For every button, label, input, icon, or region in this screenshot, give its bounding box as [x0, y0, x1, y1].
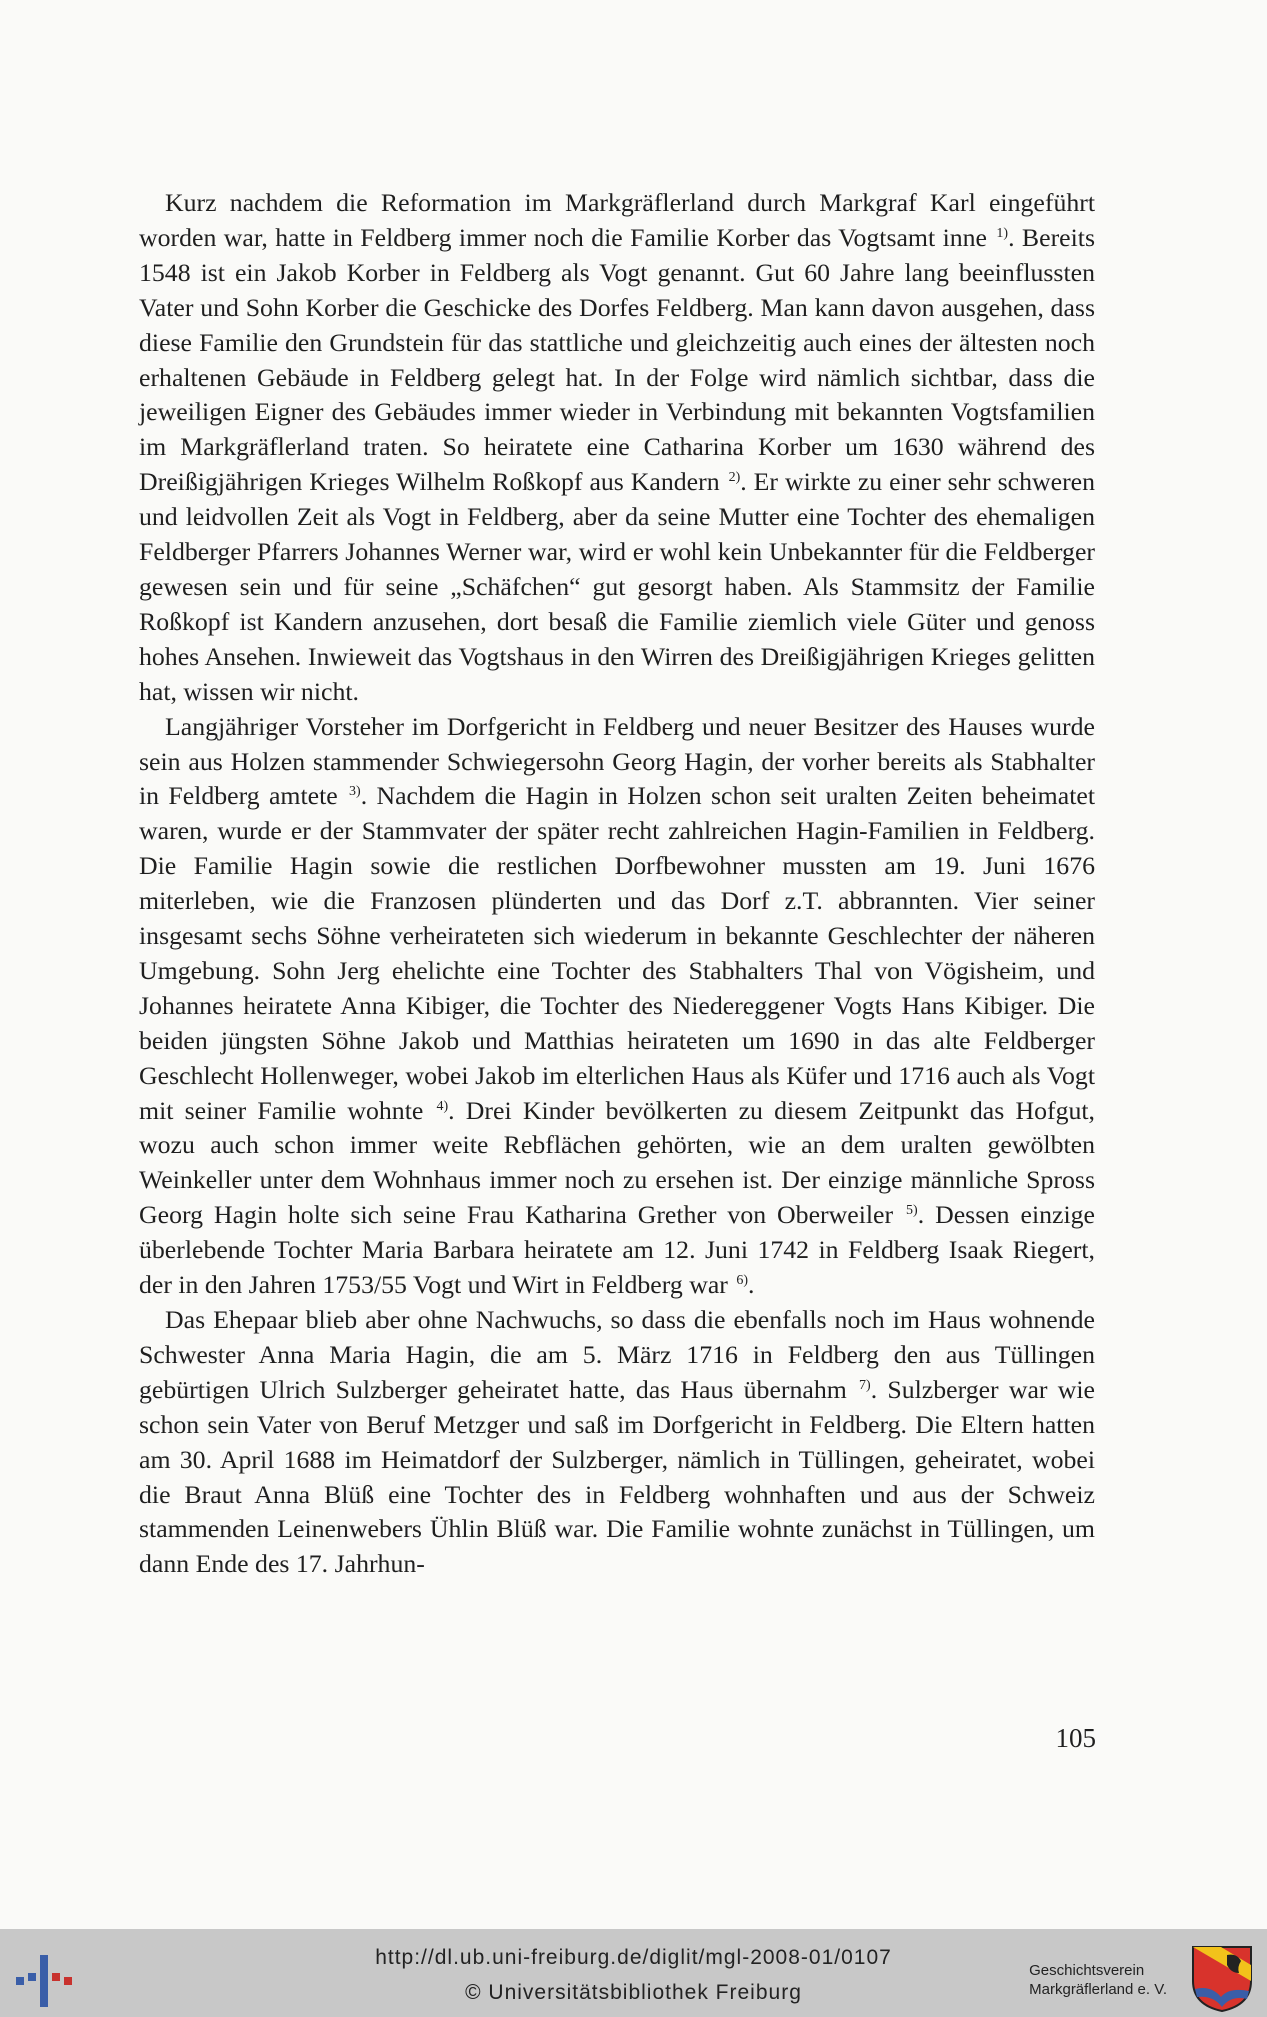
society-name [1029, 1961, 1167, 1999]
text-run: . Sulzberger war wie schon sein Vater von Beruf Metzger und saß im Dorfgericht in Feldberg. Die Eltern hatten am 30. April 1688 im Heimatdorf der Sulzberger, nämlich in Tüllingen, geheiratet, wobei die Braut Anna Blüß eine Tochter des in Feldberg wohnhaften und aus der Schweiz stammenden Leinenwebers Ühlin Blüß war. Die Familie wohnte zunächst in Tüllingen, um dann Ende des 17. Jahrhun- [139, 1374, 1095, 1579]
footnote-marker: 5) [906, 1203, 918, 1219]
text-run: . Drei Kinder bevölkerten zu diesem Zeitpunkt das Hofgut, wozu auch schon immer weite Rebflächen gehörten, wie an dem uralten gewölbten Weinkeller unter dem Wohnhaus immer noch zu ersehen ist. Der einzige männliche Spross Georg Hagin holte sich seine Frau Katharina Grether von Oberweiler [139, 1095, 1095, 1230]
text-run: . Dessen einzige überlebende Tochter Maria Barbara heiratete am 12. Juni 1742 in Feldberg Isaak Riegert, der in den Jahren 1753/55 Vogt und Wirt in Feldberg war [139, 1200, 1095, 1300]
text-run: . Nachdem die Hagin in Holzen schon seit uralten Zeiten beheimatet waren, wurde er der Stammvater der später recht zahlreichen Hagin-Familien in Feldberg. Die Familie Hagin sowie die restlichen Dorfbewohner mussten am 19. Juni 1676 miterleben, wie die Franzosen plünderten und das Dorf z.T. abbrannten. Vier seiner insgesamt sechs Söhne verheirateten sich wiederum in bekannte Geschlechter der näheren Umgebung. Sohn Jerg ehelichte eine Tochter des Stabhalters Thal von Vögisheim, und Johannes heiratete Anna Kibiger, die Tochter des Niedereggener Vogts Hans Kibiger. Die beiden jüngsten Söhne Jakob und Matthias heirateten um 1690 in das alte Feldberger Geschlecht Hollenweger, wobei Jakob im elterlichen Haus als Küfer und 1716 auch als Vogt mit seiner Familie wohnte [139, 781, 1095, 1125]
society-line: Markgräflerland e. V. [1029, 1981, 1167, 1998]
text-run: . [748, 1270, 755, 1300]
page-number: 105 [1055, 1723, 1096, 1753]
footnote-marker: 3) [349, 784, 361, 800]
coat-of-arms-icon [1191, 1945, 1253, 2013]
paragraph [139, 186, 1095, 710]
paragraph [139, 710, 1095, 1303]
text-run: Das Ehepaar blieb aber ohne Nachwuchs, so dass die ebenfalls noch im Haus wohnende Schwester Anna Maria Hagin, die am 5. März 1716 in Feldberg den aus Tüllingen gebürtigen Ulrich Sulzberger geheiratet hatte, das Haus übernahm [139, 1305, 1095, 1404]
society-line: Geschichtsverein [1029, 1962, 1145, 1979]
text-run: Langjähriger Vorsteher im Dorfgericht in Feldberg und neuer Besitzer des Hauses wurde sein aus Holzen stammender Schwiegersohn Georg Hagin, der vorher bereits als Stabhalter in Feldberg amtete [139, 711, 1095, 811]
text-run: Kurz nachdem die Reformation im Markgräflerland durch Markgraf Karl eingeführt worden war, hatte in Feldberg immer noch die Familie Korber das Vogtsamt inne [139, 188, 1095, 252]
footer-url[interactable]: http://dl.ub.uni-freiburg.de/diglit/mgl-2008-01/0107 [375, 1946, 892, 1969]
paragraph [139, 1303, 1095, 1582]
footer-bar [0, 1929, 1267, 2017]
footnote-marker: 6) [736, 1273, 748, 1289]
text-run: . Er wirkte zu einer sehr schweren und leidvollen Zeit als Vogt in Feldberg, aber da seine Mutter eine Tochter des ehemaligen Feldberger Pfarrers Johannes Werner war, wird er wohl kein Unbekannter für die Feldberger gewesen sein und für seine „Schäfchen“ gut gesorgt haben. Als Stammsitz der Familie Roßkopf ist Kandern anzusehen, dort besaß die Familie ziemlich viele Güter und genoss hohes Ansehen. Inwieweit das Vogtshaus in den Wirren des Dreißigjährigen Krieges gelitten hat, wissen wir nicht. [139, 467, 1096, 706]
text-run: . Bereits 1548 ist ein Jakob Korber in Feldberg als Vogt genannt. Gut 60 Jahre lang beeinflussten Vater und Sohn Korber die Geschicke des Dorfes Feldberg. Man kann davon ausgehen, dass diese Familie den Grundstein für das stattliche und gleichzeitig auch eines der ältesten noch erhaltenen Gebäude in Feldberg gelegt hat. In der Folge wird nämlich sichtbar, dass die jeweiligen Eigner des Gebäudes immer wieder in Verbindung mit bekannten Vogtsfamilien im Markgräflerland traten. So heiratete eine Catharina Korber um 1630 während des Dreißigjährigen Krieges Wilhelm Roßkopf aus Kandern [139, 222, 1096, 497]
footnote-marker: 2) [728, 470, 741, 486]
footnote-marker: 7) [859, 1377, 871, 1393]
footnote-marker: 1) [996, 225, 1009, 241]
body-text [139, 186, 1095, 1582]
footer-copyright: © Universitätsbibliothek Freiburg [465, 1981, 802, 2004]
footnote-marker: 4) [436, 1098, 449, 1114]
